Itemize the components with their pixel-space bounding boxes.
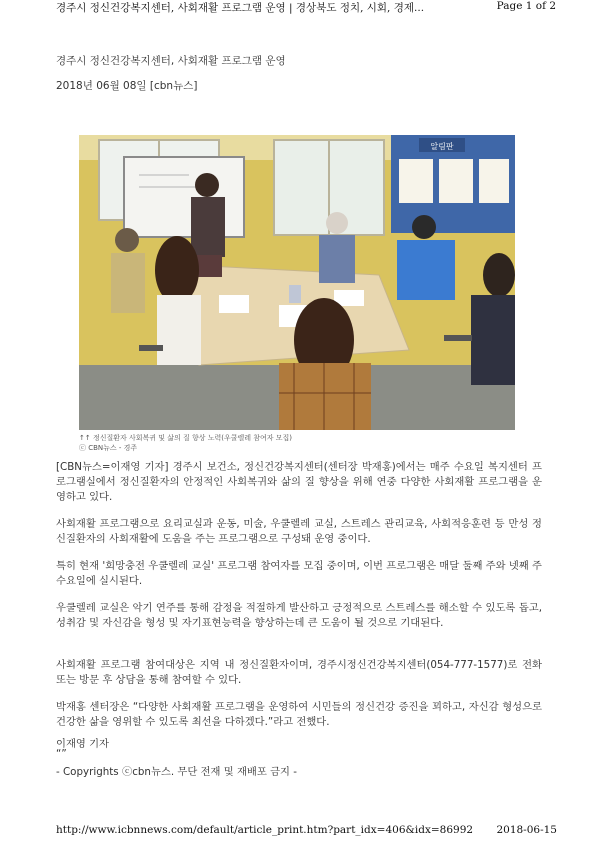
print-header	[56, 0, 556, 14]
photo-credit: ⓒ CBN뉴스 - 경주	[79, 444, 138, 452]
article-paragraph: [CBN뉴스=이재영 기자] 경주시 보건소, 정신건강복지센터(센터장 박재홍)에서는 매주 수요일 복지센터 프로그램실에서 정신질환자의 안정적인 사회복귀와 삶의 질 향상을 위해 연중 다양한 사회재활 프로그램을 운영하고 있다.	[56, 461, 542, 503]
reporter-byline: 이재영 기자	[56, 738, 110, 750]
article-paragraph: 특히 현재 '희망충전 우쿨렐레 교실' 프로그램 참여자를 모집 중이며, 이번 프로그램은 매달 둘째 주와 넷째 주 수요일에 실시된다.	[56, 560, 542, 587]
copyright-notice: - Copyrights ⓒcbn뉴스. 무단 전재 및 재배포 금지 -	[56, 766, 297, 778]
footer-url: http://www.icbnnews.com/default/article_print.htm?part_idx=406&idx=86992	[56, 824, 474, 836]
photo-caption	[79, 433, 292, 453]
article-paragraph: 사회재활 프로그램 참여대상은 지역 내 정신질환자이며, 경주시정신건강복지센터(054-777-1577)로 전화 또는 방문 후 상담을 통해 참여할 수 있다.	[56, 659, 542, 686]
quote-mark: “”	[56, 748, 67, 760]
footer-date: 2018-06-15	[496, 824, 557, 836]
classroom-photo-illustration	[79, 135, 515, 430]
article-paragraph: 우쿨렐레 교실은 악기 연주를 통해 감정을 적절하게 발산하고 긍정적으로 스트레스를 해소할 수 있도록 돕고, 성취감 및 자신감을 형성 및 자기표현능력을 향상하는데 큰 도움이 될 것으로 기대된다.	[56, 602, 542, 629]
photo-caption-text: ↑↑ 정신질환자 사회복귀 및 삶의 질 향상 노력(우쿨렐레 참여자 모집)	[79, 434, 293, 442]
article-photo	[79, 135, 515, 430]
article-date: 2018년 06월 08일 [cbn뉴스]	[56, 80, 198, 92]
article-paragraph: 사회재활 프로그램으로 요리교실과 운동, 미술, 우쿨렐레 교실, 스트레스 관리교육, 사회적응훈련 등 만성 정신질환자의 사회재활에 도움을 주는 프로그램으로 구성돼 운영 중이다.	[56, 518, 542, 545]
print-header-title: 경주시 정신건강복지센터, 사회재활 프로그램 운영 | 경상북도 정치, 시회, 경제...	[56, 2, 425, 14]
article-paragraph: 박재홍 센터장은 “다양한 사회재활 프로그램을 운영하여 시민들의 정신건강 증진을 꾀하고, 자신감 형성으로 건강한 삶을 영위할 수 있도록 최선을 다하겠다.”라고 전했다.	[56, 701, 542, 728]
notice-board-label: 알림판	[430, 142, 454, 151]
page-number: Page 1 of 2	[496, 0, 556, 12]
article-title: 경주시 정신건강복지센터, 사회재활 프로그램 운영	[56, 55, 286, 67]
